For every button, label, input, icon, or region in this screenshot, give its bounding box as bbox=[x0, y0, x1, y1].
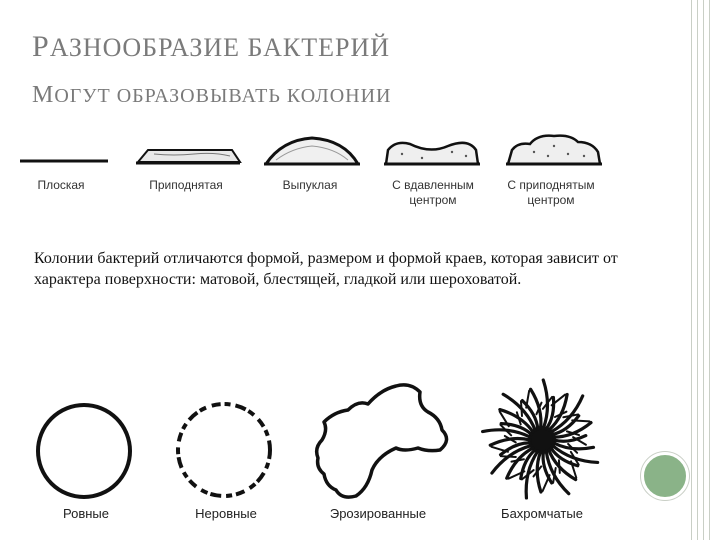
edge-eroded-shape bbox=[308, 378, 458, 508]
edge-label: Неровные bbox=[195, 506, 257, 521]
slide-subtitle: МОГУТ ОБРАЗОВЫВАТЬ КОЛОНИИ bbox=[32, 82, 392, 108]
profile-label: Приподнятая bbox=[149, 178, 223, 192]
description-text: Колонии бактерий отличаются формой, размером и формой краев, которая зависит от характера поверхности: матовой, блестящей, гладкой или шероховатой. bbox=[34, 250, 618, 288]
profile-raised-shape bbox=[134, 140, 242, 170]
profile-depressed-center-shape bbox=[382, 134, 482, 170]
slide-title: РАЗНООБРАЗИЕ БАКТЕРИЙ bbox=[32, 30, 391, 63]
profile-label: Плоская bbox=[37, 178, 85, 192]
profile-raised-center-shape bbox=[504, 130, 604, 170]
edge-smooth-shape bbox=[30, 400, 140, 504]
decorative-circle bbox=[641, 452, 689, 500]
edge-fringed-shape bbox=[478, 376, 608, 506]
frame-line bbox=[691, 0, 692, 540]
edge-label: Ровные bbox=[63, 506, 109, 521]
frame-line bbox=[709, 0, 710, 540]
frame-line bbox=[703, 0, 704, 540]
edge-label: Бахромчатые bbox=[501, 506, 583, 521]
profile-label: С вдавленным центром bbox=[392, 178, 474, 207]
profile-convex-shape bbox=[262, 132, 362, 170]
frame-line bbox=[697, 0, 698, 540]
profile-flat-shape bbox=[18, 150, 110, 170]
edge-uneven-shape bbox=[172, 396, 276, 506]
profile-label: С приподнятым центром bbox=[507, 178, 595, 207]
edge-label: Эрозированные bbox=[329, 506, 427, 521]
profile-label: Выпуклая bbox=[282, 178, 338, 192]
